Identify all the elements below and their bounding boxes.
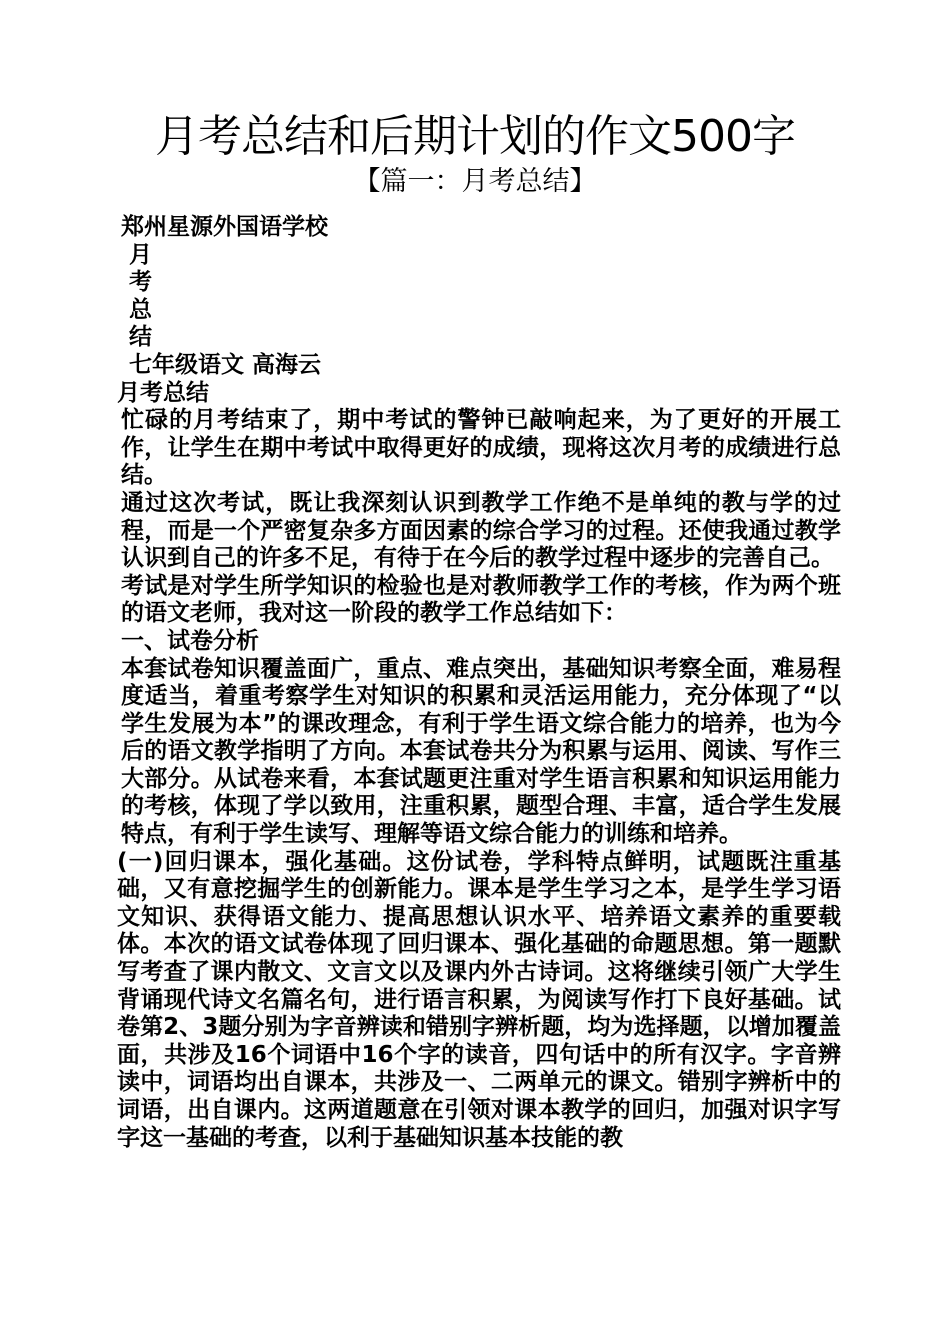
vertical-heading-char: 月 — [129, 241, 152, 268]
author-line: 七年级语文 高海云 — [129, 351, 322, 378]
vertical-heading-char: 总 — [129, 296, 152, 323]
vertical-heading-char: 结 — [129, 324, 152, 351]
paragraph: 通过这次考试，既让我深刻认识到教学工作绝不是单纯的教与学的过程，而是一个严密复杂多方面因素的综合学习的过程。还使我通过教学认识到自己的许多不足，有待于在今后的教学过程中逐步的完善自己。 — [121, 489, 841, 572]
school-name: 郑州星源外国语学校 — [121, 214, 328, 240]
paragraph: 忙碌的月考结束了，期中考试的警钟已敲响起来，为了更好的开展工作，让学生在期中考试中取得更好的成绩，现将这次月考的成绩进行总结。 — [121, 407, 841, 489]
vertical-heading-char: 考 — [129, 269, 152, 296]
paragraph: 本套试卷知识覆盖面广，重点、难点突出，基础知识考察全面，难易程度适当，着重考察学生对知识的积累和灵活运用能力，充分体现了“以学生发展为本”的课改理念，有利于学生语文综合能力的培养，也为今后的语文教学指明了方向。本套试卷共分为积累与运用、阅读、写作三大部分。从试卷来看，本套试题更注重对学生语言积累和知识运用能力的考核，体现了学以致用，注重积累，题型合理、丰富，适合学生发展特点，有利于学生读写、理解等语文综合能力的训练和培养。 — [121, 655, 841, 848]
paragraph: 考试是对学生所学知识的检验也是对教师教学工作的考核，作为两个班的语文老师，我对这一阶段的教学工作总结如下： — [121, 572, 841, 627]
paragraph: (一)回归课本，强化基础。这份试卷，学科特点鲜明，试题既注重基础，又有意挖掘学生的创新能力。课本是学生学习之本，是学生学习语文知识、获得语文能力、提高思想认识水平、培养语文素养的重要载体。本次的语文试卷体现了回归课本、强化基础的命题思想。第一题默写考查了课内散文、文言文以及课内外古诗词。这将继续引领广大学生背诵现代诗文名篇名句，进行语言积累，为阅读写作打下良好基础。试卷第2、3题分别为字音辨读和错别字辨析题，均为选择题，以增加覆盖面，共涉及16个词语中16个字的读音，四句话中的所有汉字。字音辨读中，词语均出自课本，共涉及一、二两单元的课文。错别字辨析中的词语，出自课内。这两道题意在引领对课本教学的回归，加强对识字写字这一基础的考查，以利于基础知识基本技能的教 — [117, 848, 841, 1151]
document-body — [117, 214, 841, 1152]
section-title: 月考总结 — [117, 379, 209, 406]
document-subtitle: 【篇一：月考总结】 — [353, 166, 597, 197]
section-heading: 一、试卷分析 — [121, 627, 259, 654]
document-title: 月考总结和后期计划的作文500字 — [155, 111, 795, 162]
